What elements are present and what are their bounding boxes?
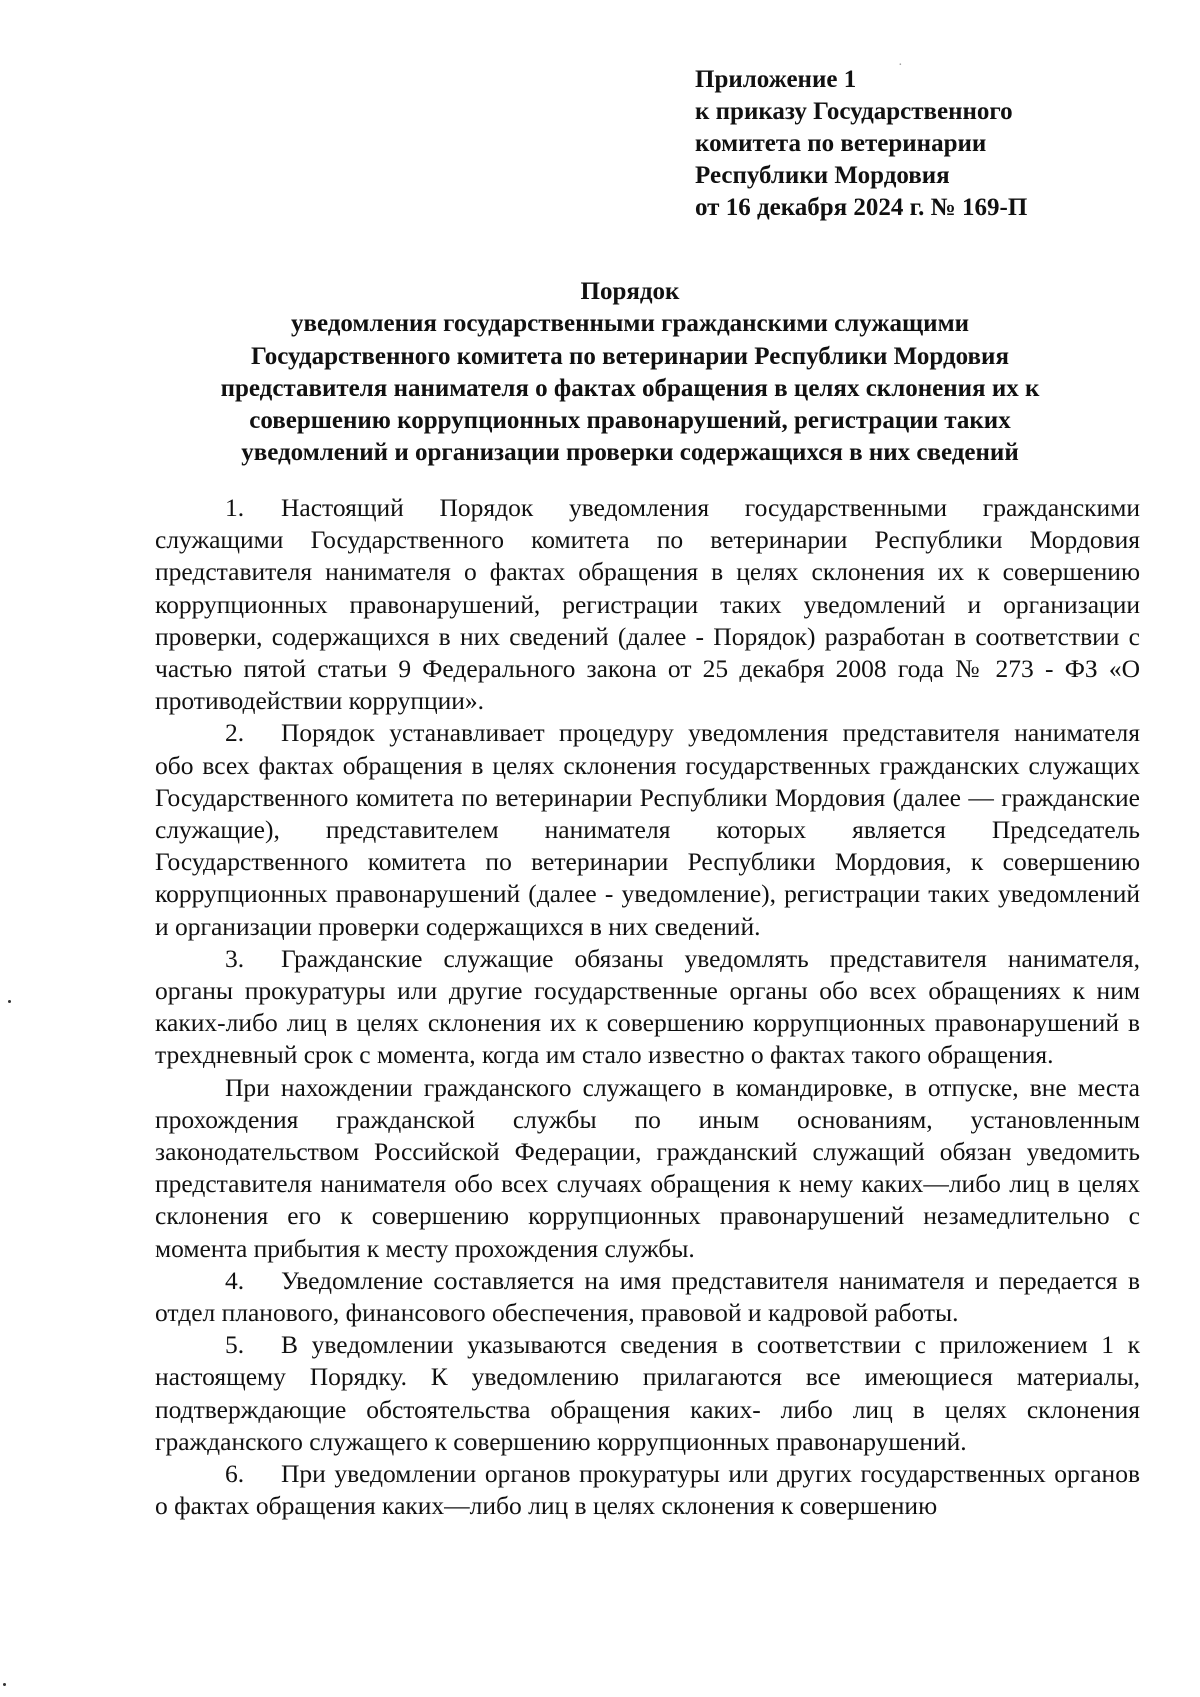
appendix-line: Приложение 1 bbox=[695, 66, 857, 93]
paragraph-number: 4. bbox=[225, 1265, 245, 1295]
appendix-header bbox=[695, 64, 1027, 224]
paragraph-5 bbox=[155, 1329, 1140, 1458]
paragraph-4 bbox=[155, 1265, 1140, 1329]
paragraph-text: Гражданские служащие обязаны уведомлять представителя нанимателя, органы прокуратуры или другие государственные органы обо всех обращениях к ним каких-либо лиц в целях склонения их к совершению коррупционных правонарушений в трехдневный срок с момента, когда им стало известно о фактах такого обращения. bbox=[155, 943, 1140, 1070]
paragraph-number: 3. bbox=[225, 943, 245, 973]
paragraph-text: Уведомление составляется на имя представителя нанимателя и передается в отдел планового, финансового обеспечения, правовой и кадровой работы. bbox=[155, 1265, 1140, 1328]
paragraph-6 bbox=[155, 1458, 1140, 1522]
paragraph-number: 1. bbox=[225, 493, 245, 522]
paragraph-2 bbox=[155, 717, 1140, 942]
scan-artifact bbox=[8, 1000, 11, 1003]
document-title bbox=[150, 276, 1110, 470]
paragraph-number: 5. bbox=[225, 1330, 245, 1360]
paragraph-text: При нахождении гражданского служащего в командировке, в отпуске, вне места прохождения гражданской службы по иным основаниям, установленным законодательством Российской Федерации, гражданский служащий обязан уведомить представителя нанимателя обо всех случаях обращения к нему каких—либо лиц в целях склонения его к совершению коррупционных правонарушений незамедлительно с момента прибытия к месту прохождения службы. bbox=[155, 1072, 1140, 1263]
appendix-line: от 16 декабря 2024 г. № 169-П bbox=[695, 194, 1028, 221]
paragraph-text: При уведомлении органов прокуратуры или других государственных органов о фактах обращения каких—либо лиц в целях склонения к совершению bbox=[155, 1459, 1140, 1521]
appendix-line: Республики Мордовия bbox=[695, 162, 950, 189]
title-line: уведомления государственными гражданскими служащими bbox=[290, 310, 969, 338]
scan-artifact: · bbox=[898, 58, 903, 73]
appendix-line: комитета по ветеринарии bbox=[695, 130, 987, 157]
paragraph-3-continued bbox=[155, 1072, 1140, 1265]
title-line: Порядок bbox=[580, 278, 680, 305]
paragraph-1 bbox=[155, 492, 1140, 717]
title-line: Государственного комитета по ветеринарии Республики Мордовия bbox=[251, 342, 1009, 370]
title-line: уведомлений и организации проверки содержащихся в них сведений bbox=[241, 439, 1019, 467]
scan-artifact bbox=[3, 1683, 6, 1686]
title-line: совершению коррупционных правонарушений, регистрации таких bbox=[249, 407, 1011, 435]
paragraph-text: В уведомлении указываются сведения в соответствии с приложением 1 к настоящему Порядку. К уведомлению прилагаются все имеющиеся материалы, подтверждающие обстоятельства обращения каких- либо лиц в целях склонения гражданского служащего к совершению коррупционных правонарушений. bbox=[155, 1330, 1140, 1456]
paragraph-text: Настоящий Порядок уведомления государственными гражданскими служащими Государственного комитета по ветеринарии Республики Мордовия представителя нанимателя о фактах обращения в целях склонения их к совершению коррупционных правонарушений, регистрации таких уведомлений и организации проверки, содержащихся в них сведений (далее - Порядок) разработан в соответствии с частью пятой статьи 9 Федерального закона от 25 декабря 2008 года № 273 - ФЗ «О противодействии коррупции». bbox=[155, 493, 1140, 716]
paragraph-3 bbox=[155, 943, 1140, 1072]
document-body bbox=[155, 492, 1140, 1523]
title-line: представителя нанимателя о фактах обращения в целях склонения их к bbox=[220, 374, 1040, 402]
paragraph-number: 2. bbox=[225, 718, 245, 748]
paragraph-number: 6. bbox=[225, 1459, 245, 1489]
appendix-line: к приказу Государственного bbox=[695, 98, 1013, 125]
paragraph-text: Порядок устанавливает процедуру уведомления представителя нанимателя обо всех фактах обращения в целях склонения государственных гражданских служащих Государственного комитета по ветеринарии Республики Мордовия (далее — гражданские служащие), представителем нанимателя которых является Председатель Государственного комитета по ветеринарии Республики Мордовия, к совершению коррупционных правонарушений (далее - уведомление), регистрации таких уведомлений и организации проверки содержащихся в них сведений. bbox=[155, 718, 1140, 941]
